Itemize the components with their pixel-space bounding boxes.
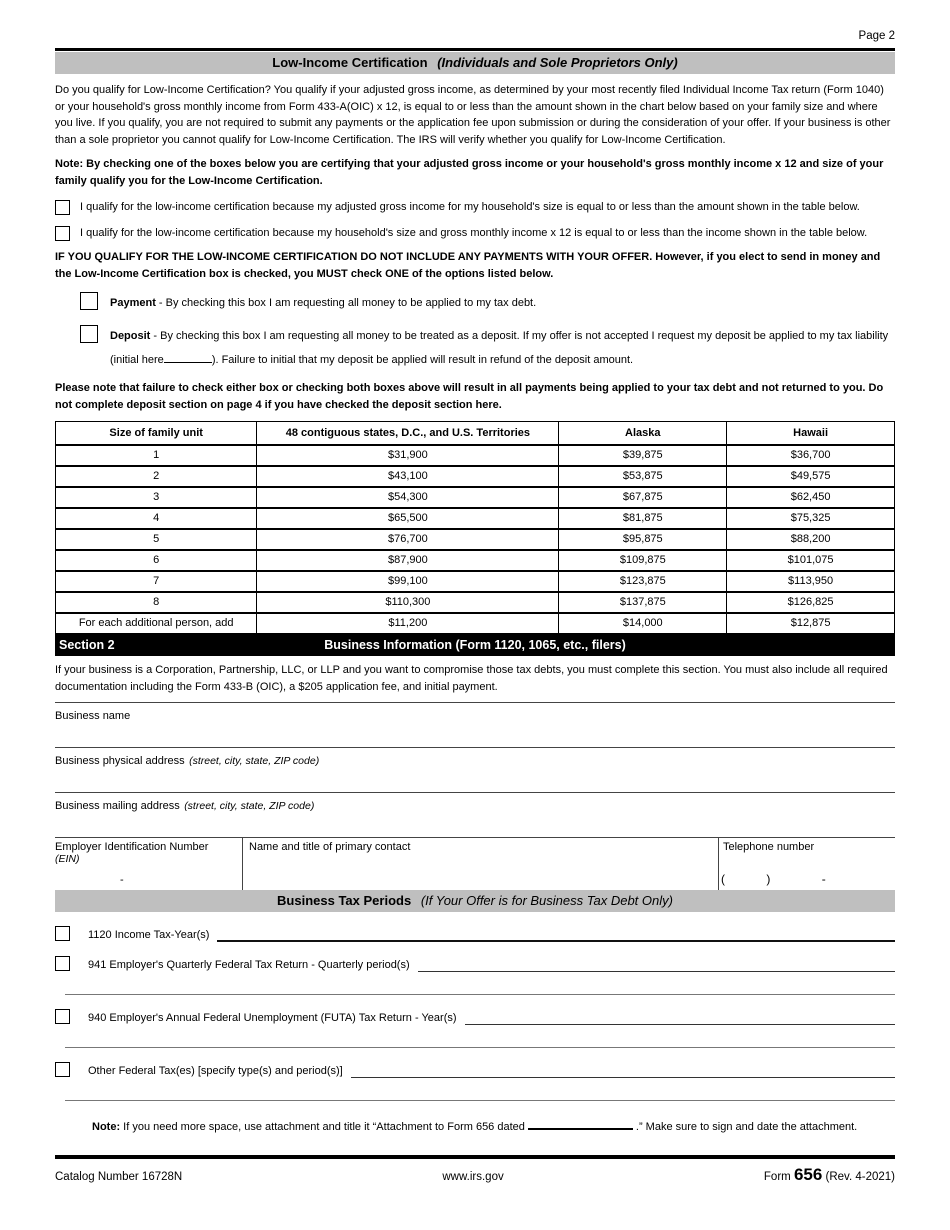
cell-size: 3 [56,487,257,508]
business-mailing-address-label: Business mailing address [55,800,180,812]
cell-alaska: $53,875 [559,466,727,487]
business-mailing-address-hint: (street, city, state, ZIP code) [184,800,315,812]
tax-1120-label: 1120 Income Tax-Year(s) [88,929,210,941]
cell-hawaii: $113,950 [727,571,895,592]
cell-hawaii: $88,200 [727,529,895,550]
cell-alaska: $137,875 [559,592,727,613]
cell-size: 4 [56,508,257,529]
form-number: 656 [793,1165,823,1184]
cell-contiguous: $110,300 [257,592,559,613]
tax-941-checkbox[interactable] [55,956,70,971]
catalog-number: Catalog Number 16728N [55,1171,183,1183]
cell-alaska: $14,000 [559,613,727,634]
tax-940-continuation-line[interactable] [65,1047,895,1048]
table-row [56,571,895,592]
tax-1120-checkbox[interactable] [55,926,70,941]
table-row [56,487,895,508]
attachment-note-label: Note: [92,1121,121,1133]
cell-size: 8 [56,592,257,613]
monthly-income-qualification-label: I qualify for the low-income certification because my household's size and gross monthly income x 12 is equal to or less than the income shown in the table below. [80,227,868,239]
cell-hawaii: $62,450 [727,487,895,508]
section-2-title: Business Information (Form 1120, 1065, etc., filers) [324,638,626,652]
tax-940-checkbox[interactable] [55,1009,70,1024]
ein-label: Employer Identification Number [55,841,209,853]
section-2-header [55,634,895,656]
attachment-date-blank[interactable] [528,1118,633,1130]
please-note-warning: Please note that failure to check either box or checking both boxes above will result in all payments being applied to your tax debt and not returned to you. Do not complete deposit section on page 4 if you have checked the deposit section here. [55,382,884,411]
tax-period-940-row [55,1008,895,1025]
cell-alaska: $39,875 [559,445,727,466]
table-row [56,613,895,634]
business-physical-address-hint: (street, city, state, ZIP code) [189,755,320,767]
low-income-intro: Do you qualify for Low-Income Certification? You qualify if your adjusted gross income, as determined by your most recently filed Individual Income Tax return (Form 1040) or your household's gross monthly income from Form 433-A(OIC) x 12, is equal to or less than the amount shown in the chart below based on your family size and where you live. If you qualify, you are not required to submit any payments or the application fee upon submission or during the consideration of your offer. If your business is other than a sole proprietor you cannot qualify for Low-Income Certification. The IRS will verify whether you qualify for Low-Income Certification. [55,84,891,146]
top-rule [55,48,895,51]
cell-alaska: $109,875 [559,550,727,571]
primary-contact-field[interactable] [242,838,718,890]
cell-contiguous: $65,500 [257,508,559,529]
payment-text [110,291,536,315]
cell-contiguous: $76,700 [257,529,559,550]
cell-size: 2 [56,466,257,487]
table-row [56,445,895,466]
section-2-intro: If your business is a Corporation, Partnership, LLC, or LLP and you want to compromise those tax debts, you must complete this section. You must also include all required documentation including the Form 433-B (OIC), a $205 application fee, and initial payment. [55,664,888,693]
cell-alaska: $123,875 [559,571,727,592]
business-tax-periods-title-note: (If Your Offer is for Business Tax Debt Only) [420,893,673,908]
form-word: Form [763,1171,791,1183]
cell-size: 7 [56,571,257,592]
cell-alaska: $81,875 [559,508,727,529]
deposit-text [110,324,895,372]
cell-hawaii: $126,825 [727,592,895,613]
ein-field[interactable] [55,838,242,890]
payment-option-row [80,291,895,315]
primary-contact-label: Name and title of primary contact [249,841,411,853]
low-income-table [55,421,895,634]
cell-contiguous: $11,200 [257,613,559,634]
form-id [764,1165,895,1185]
phone-dash: - [821,872,826,886]
col-header-alaska: Alaska [559,422,727,445]
payment-description: - By checking this box I am requesting all money to be applied to my tax debt. [155,297,537,309]
tax-940-years-line[interactable] [465,1011,895,1025]
table-row [56,529,895,550]
agi-qualification-label: I qualify for the low-income certification because my adjusted gross income for my household's size is equal to or less than the amount shown in the table below. [80,201,860,213]
business-name-field[interactable] [55,702,895,747]
cell-contiguous: $31,900 [257,445,559,466]
agi-qualification-row [55,199,895,215]
ein-dash: - [120,874,124,886]
telephone-mask [721,872,826,886]
cell-hawaii: $49,575 [727,466,895,487]
cell-contiguous: $43,100 [257,466,559,487]
table-row [56,508,895,529]
attachment-note-text-2: .” Make sure to sign and date the attachment. [635,1121,858,1133]
col-header-contiguous: 48 contiguous states, D.C., and U.S. Territories [257,422,559,445]
attachment-note-text-1: If you need more space, use attachment and title it “Attachment to Form 656 dated [120,1121,525,1133]
attachment-note [92,1117,895,1137]
cell-hawaii: $75,325 [727,508,895,529]
deposit-label: Deposit [110,330,151,342]
cell-alaska: $95,875 [559,529,727,550]
ein-contact-phone-row [55,837,895,890]
section-2-label: Section 2 [59,638,115,652]
table-row [56,550,895,571]
tax-other-label: Other Federal Tax(es) [specify type(s) and period(s)] [88,1065,343,1077]
cell-contiguous: $99,100 [257,571,559,592]
table-row [56,466,895,487]
monthly-income-qualification-checkbox[interactable] [55,226,70,241]
cell-contiguous: $87,900 [257,550,559,571]
cell-size: 6 [56,550,257,571]
business-tax-periods-title: Business Tax Periods [277,893,412,908]
deposit-checkbox[interactable] [80,325,98,343]
deposit-description-1: - By checking this box I am requesting all money to be treated as a deposit. If my offer is not accepted I request my deposit be applied to my tax liability (initial here [110,330,889,366]
col-header-hawaii: Hawaii [727,422,895,445]
initial-here-blank[interactable] [164,351,212,363]
bottom-rule [55,1155,895,1159]
tax-period-1120-row [55,925,895,942]
low-income-title: Low-Income Certification [272,55,428,70]
tax-941-continuation-line[interactable] [65,994,895,995]
tax-period-other-row [55,1061,895,1078]
tax-period-941-row [55,955,895,972]
tax-940-label: 940 Employer's Annual Federal Unemployment (FUTA) Tax Return - Year(s) [88,1012,457,1024]
agi-qualification-checkbox[interactable] [55,200,70,215]
low-income-title-note: (Individuals and Sole Proprietors Only) [437,55,678,70]
low-income-certification-header [55,52,895,74]
telephone-field[interactable] [718,838,895,890]
qualify-warning: IF YOU QUALIFY FOR THE LOW-INCOME CERTIFICATION DO NOT INCLUDE ANY PAYMENTS WITH YOUR OFFER. However, if you elect to send in money and the Low-Income Certification box is checked, you MUST check ONE of the options listed below. [55,251,881,280]
cell-size: For each additional person, add [56,613,257,634]
table-row [56,592,895,613]
tax-other-continuation-line[interactable] [65,1100,895,1101]
business-tax-periods-header [55,890,895,912]
cell-size: 5 [56,529,257,550]
business-mailing-address-field[interactable] [55,792,895,837]
tax-941-periods-line[interactable] [418,958,895,972]
cell-hawaii: $101,075 [727,550,895,571]
business-physical-address-field[interactable] [55,747,895,792]
cell-alaska: $67,875 [559,487,727,508]
cell-hawaii: $36,700 [727,445,895,466]
irs-website: www.irs.gov [442,1171,504,1183]
payment-label: Payment [110,297,156,309]
phone-open-paren: ( [721,872,725,886]
page-number: Page 2 [858,30,895,42]
business-name-label: Business name [55,710,131,722]
cell-contiguous: $54,300 [257,487,559,508]
cell-size: 1 [56,445,257,466]
monthly-income-qualification-row [55,225,895,241]
phone-close-paren: ) [766,872,771,886]
business-physical-address-label: Business physical address [55,755,185,767]
tax-941-label: 941 Employer's Quarterly Federal Tax Return - Quarterly period(s) [88,959,410,971]
page-footer [55,1165,895,1185]
ein-hint: (EIN) [55,853,80,865]
tax-other-periods-line[interactable] [351,1064,895,1078]
tax-1120-years-line[interactable] [217,928,895,942]
deposit-option-row [80,324,895,372]
deposit-description-2: ). Failure to initial that my deposit be applied will result in refund of the deposit amount. [211,354,634,366]
telephone-label: Telephone number [723,841,815,853]
form-revision: (Rev. 4-2021) [825,1171,895,1183]
payment-checkbox[interactable] [80,292,98,310]
col-header-family-size: Size of family unit [56,422,257,445]
cell-hawaii: $12,875 [727,613,895,634]
tax-other-checkbox[interactable] [55,1062,70,1077]
low-income-note: Note: By checking one of the boxes below you are certifying that your adjusted gross income or your household's gross monthly income x 12 and size of your family qualify you for the Low-Income Certification. [55,158,884,187]
table-header-row [56,422,895,445]
